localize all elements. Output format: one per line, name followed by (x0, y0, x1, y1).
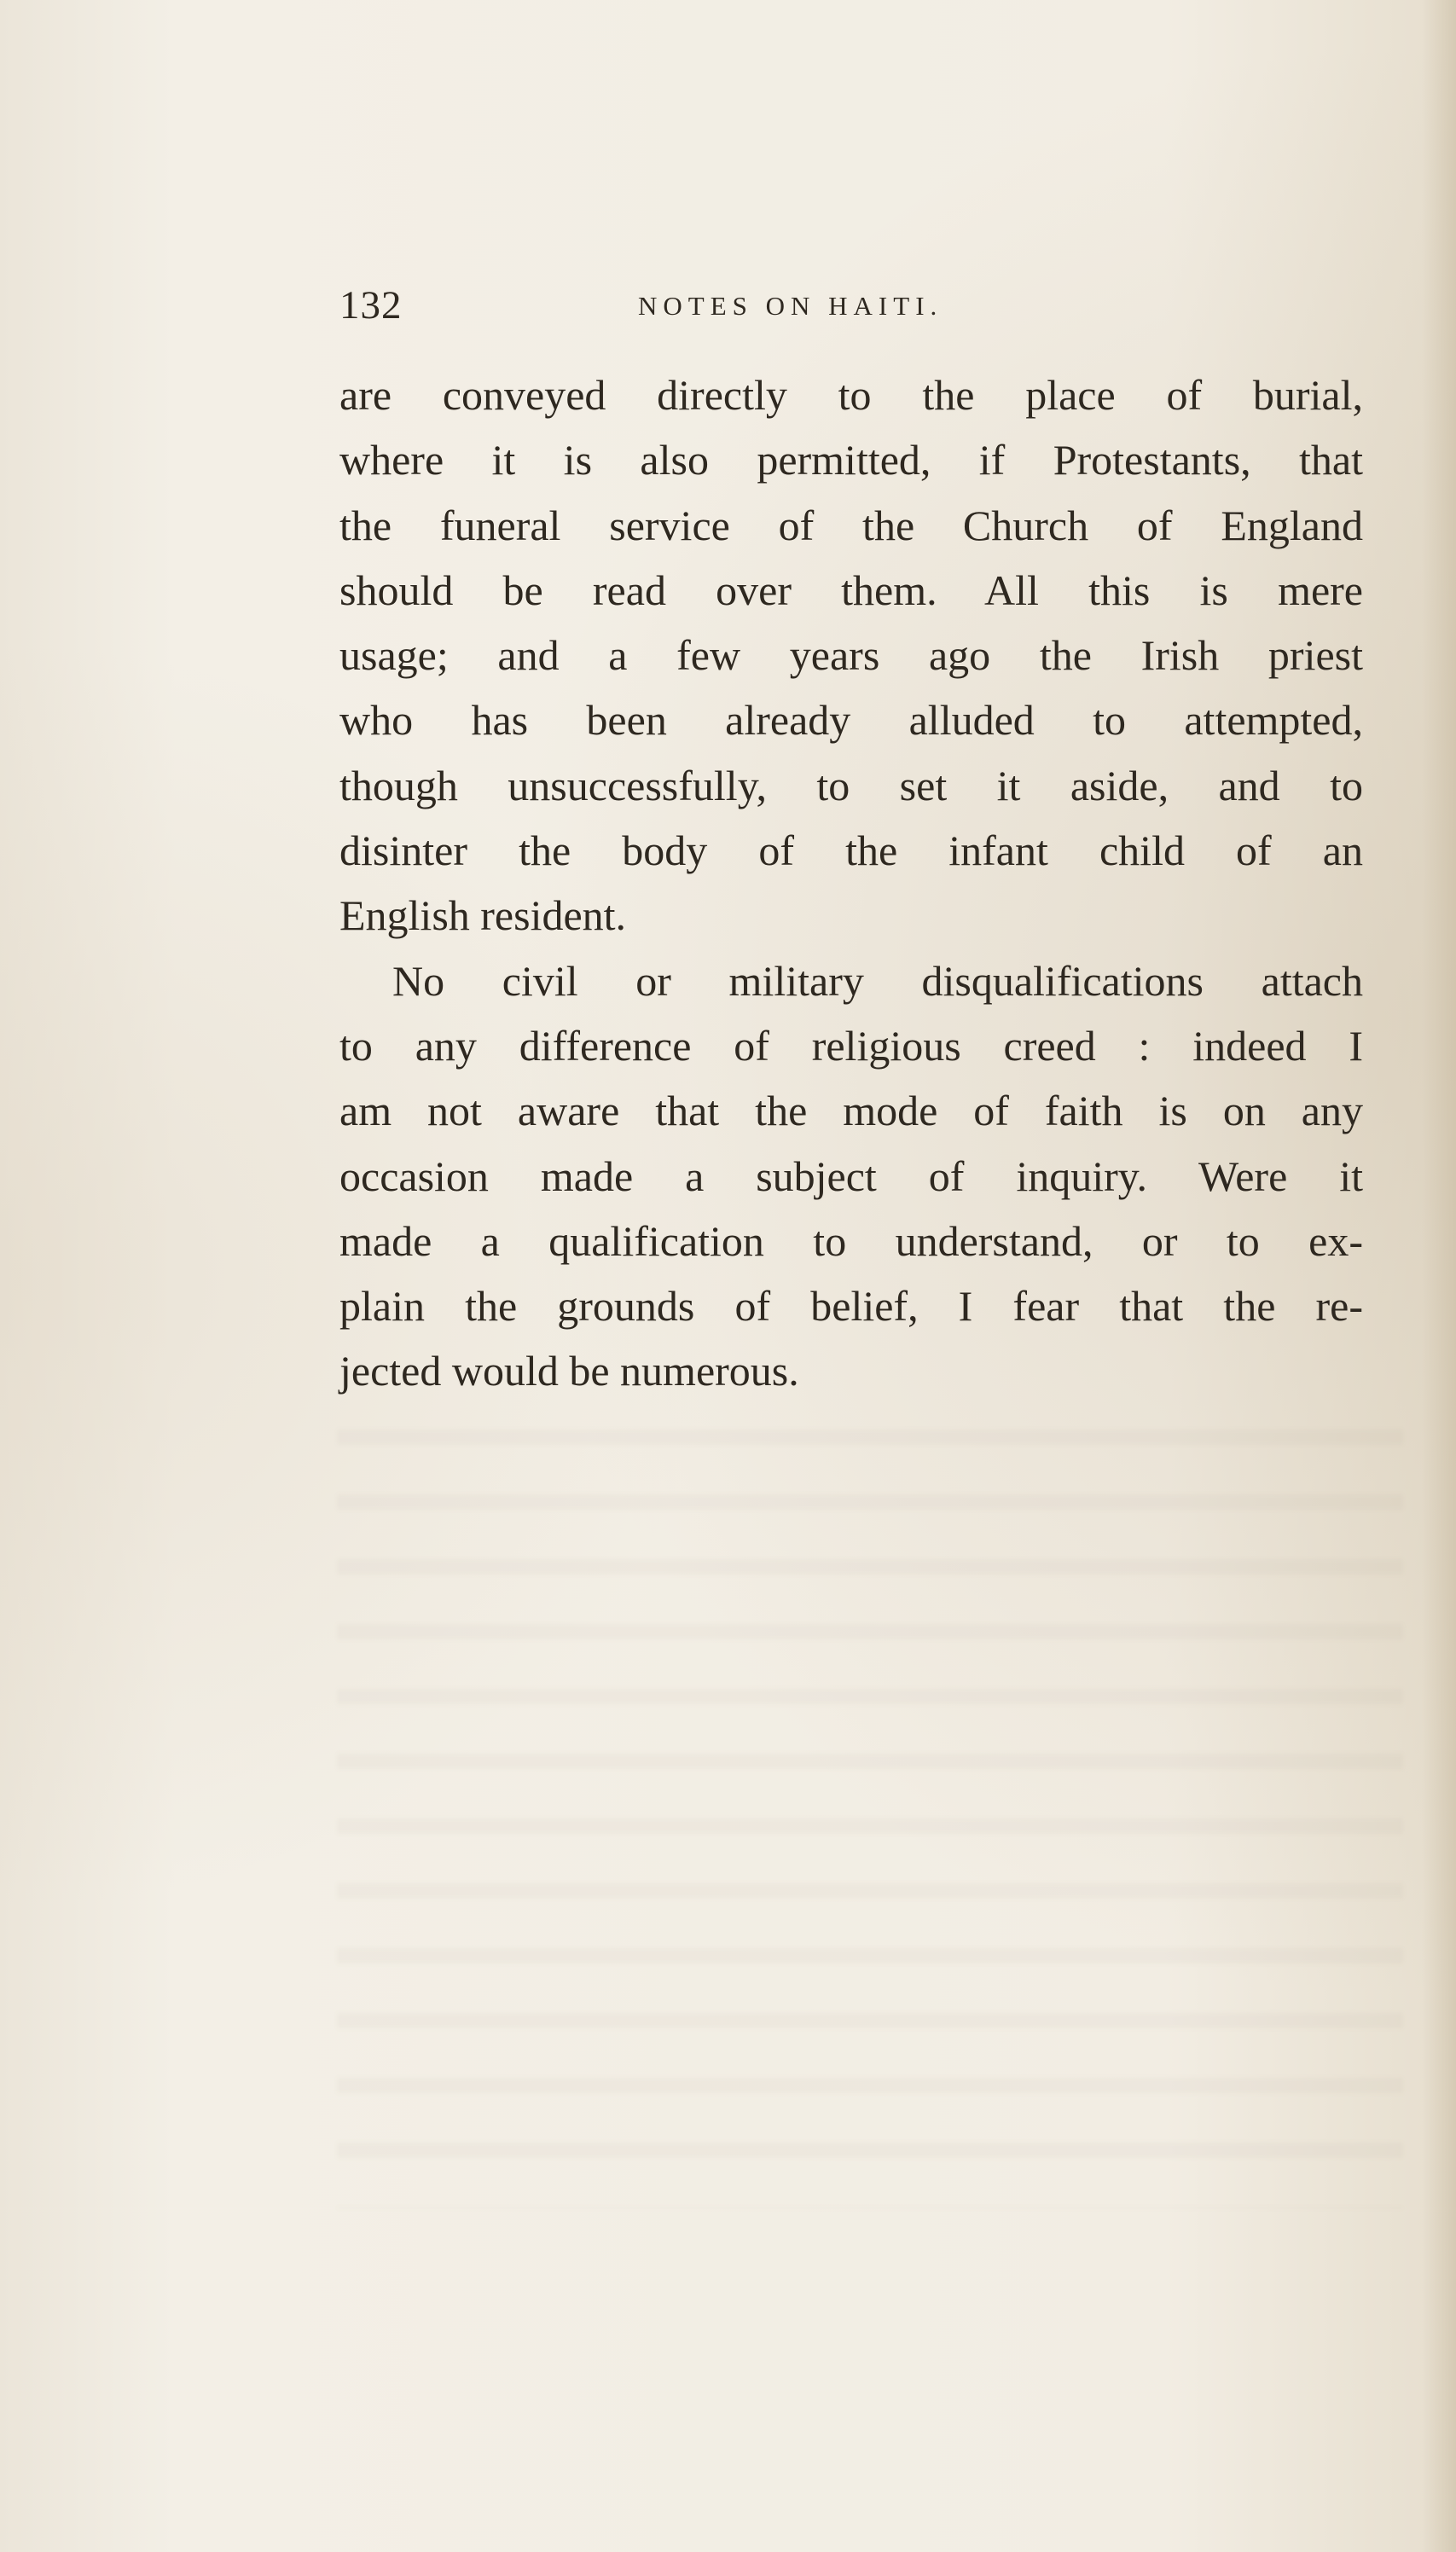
text-line: occasion made a subject of inquiry. Were it (339, 1151, 1363, 1200)
text-line: where it is also permitted, if Protestants, that (339, 436, 1363, 484)
text-line: English resident. (339, 891, 627, 940)
text-line: the funeral service of the Church of England (339, 501, 1363, 549)
text-line: are conveyed directly to the place of burial, (339, 371, 1363, 419)
text-line: though unsuccessfully, to set it aside, and to (339, 761, 1363, 809)
running-head (339, 280, 1073, 331)
text-line: jected would be numerous. (339, 1347, 799, 1395)
page-edge-shadow (1422, 0, 1456, 2552)
running-title: NOTES ON HAITI. (638, 291, 943, 321)
text-line: No civil or military disqualifications attach (392, 956, 1363, 1005)
text-line: plain the grounds of belief, I fear that the re- (339, 1282, 1363, 1331)
text-line: disinter the body of the infant child of an (339, 826, 1363, 875)
text-line: who has been already alluded to attempted, (339, 696, 1363, 745)
body-text (339, 362, 1363, 1404)
text-line: usage; and a few years ago the Irish priest (339, 631, 1363, 680)
page-number: 132 (339, 283, 403, 328)
text-line: am not aware that the mode of faith is on any (339, 1087, 1363, 1135)
text-line: to any difference of religious creed : indeed I (339, 1021, 1363, 1070)
text-line: should be read over them. All this is mere (339, 566, 1363, 614)
text-line: made a qualification to understand, or to ex- (339, 1216, 1363, 1265)
show-through-text (337, 1399, 1403, 2209)
